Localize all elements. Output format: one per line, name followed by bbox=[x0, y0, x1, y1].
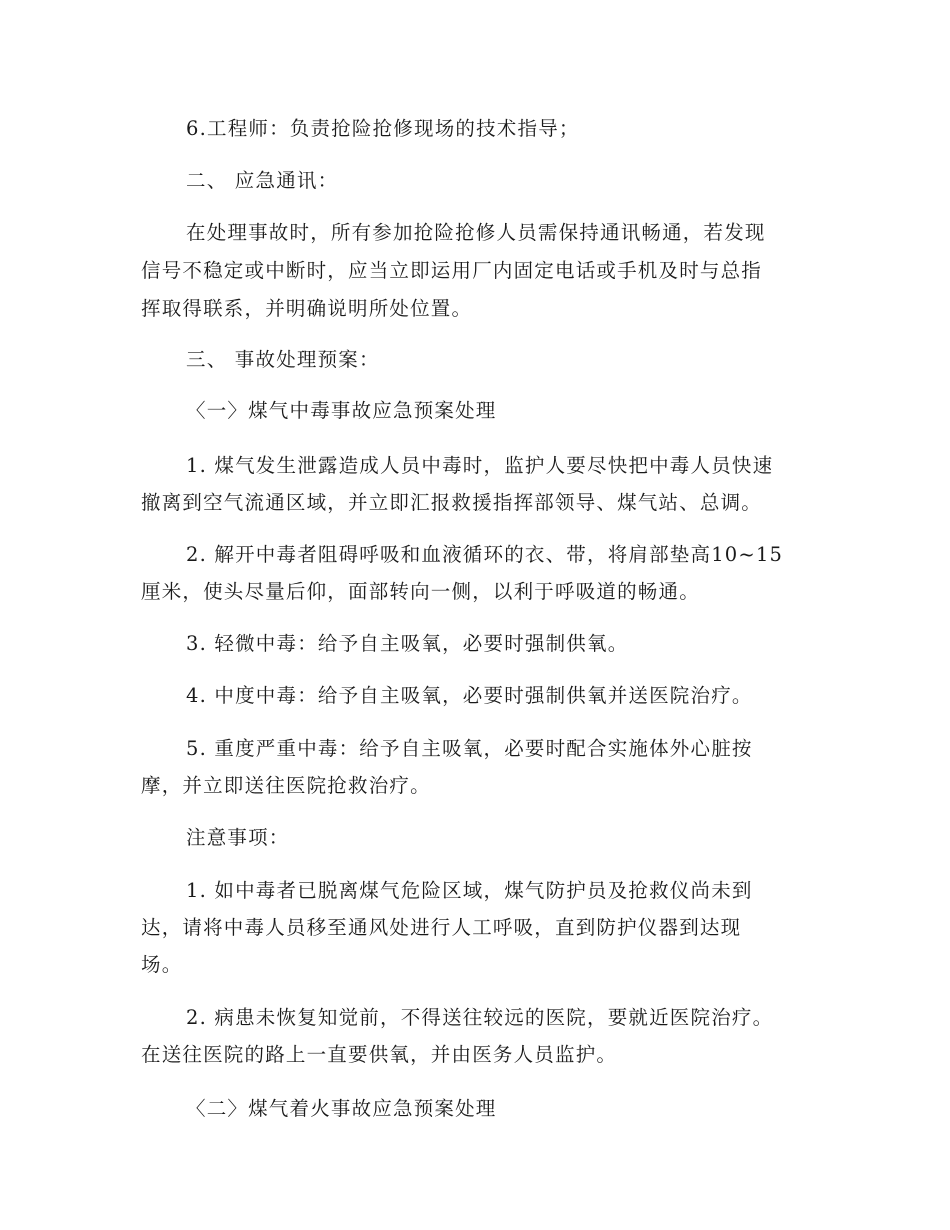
paragraph-communication-line-2: 信号不稳定或中断时，应当立即运用厂内固定电话或手机及时与总指 bbox=[141, 259, 763, 282]
list-item-5-line-2: 摩，并立即送往医院抢救治疗。 bbox=[141, 774, 431, 797]
subsection-heading-gas-poisoning: 〈一〉煤气中毒事故应急预案处理 bbox=[186, 399, 497, 422]
section-heading-emergency-communication: 二、 应急通讯： bbox=[186, 169, 339, 192]
list-item-1-line-2: 撤离到空气流通区域，并立即汇报救援指挥部领导、煤气站、总调。 bbox=[141, 491, 763, 514]
paragraph-communication-line-1: 在处理事故时，所有参加抢险抢修人员需保持通讯畅通，若发现 bbox=[186, 221, 766, 244]
note-1-line-1: 1. 如中毒者已脱离煤气危险区域，煤气防护员及抢救仪尚未到 bbox=[186, 879, 753, 902]
note-2-line-2: 在送往医院的路上一直要供氧，并由医务人员监护。 bbox=[141, 1043, 618, 1066]
paragraph-engineer-duty: 6.工程师：负责抢险抢修现场的技术指导； bbox=[186, 117, 580, 140]
list-item-4: 4. 中度中毒：给予自主吸氧，必要时强制供氧并送医院治疗。 bbox=[186, 684, 753, 707]
list-item-5-line-1: 5. 重度严重中毒：给予自主吸氧，必要时配合实施体外心脏按 bbox=[186, 737, 753, 760]
note-2-line-1: 2. 病患未恢复知觉前，不得送往较远的医院，要就近医院治疗。 bbox=[186, 1006, 774, 1029]
notes-heading: 注意事项： bbox=[186, 826, 290, 849]
note-1-line-2: 达，请将中毒人员移至通风处进行人工呼吸，直到防护仪器到达现 bbox=[141, 916, 742, 939]
subsection-heading-gas-fire: 〈二〉煤气着火事故应急预案处理 bbox=[186, 1097, 497, 1120]
list-item-3: 3. 轻微中毒：给予自主吸氧，必要时强制供氧。 bbox=[186, 632, 629, 655]
list-item-1-line-1: 1. 煤气发生泄露造成人员中毒时，监护人要尽快把中毒人员快速 bbox=[186, 454, 774, 477]
paragraph-communication-line-3: 挥取得联系，并明确说明所处位置。 bbox=[141, 297, 473, 320]
list-item-2-line-1: 2. 解开中毒者阻碍呼吸和血液循环的衣、带，将肩部垫高10~15 bbox=[186, 543, 784, 566]
list-item-2-line-2: 厘米，使头尽量后仰，面部转向一侧，以利于呼吸道的畅通。 bbox=[141, 580, 700, 603]
section-heading-accident-plan: 三、 事故处理预案： bbox=[186, 348, 380, 371]
note-1-line-3: 场。 bbox=[141, 953, 183, 976]
